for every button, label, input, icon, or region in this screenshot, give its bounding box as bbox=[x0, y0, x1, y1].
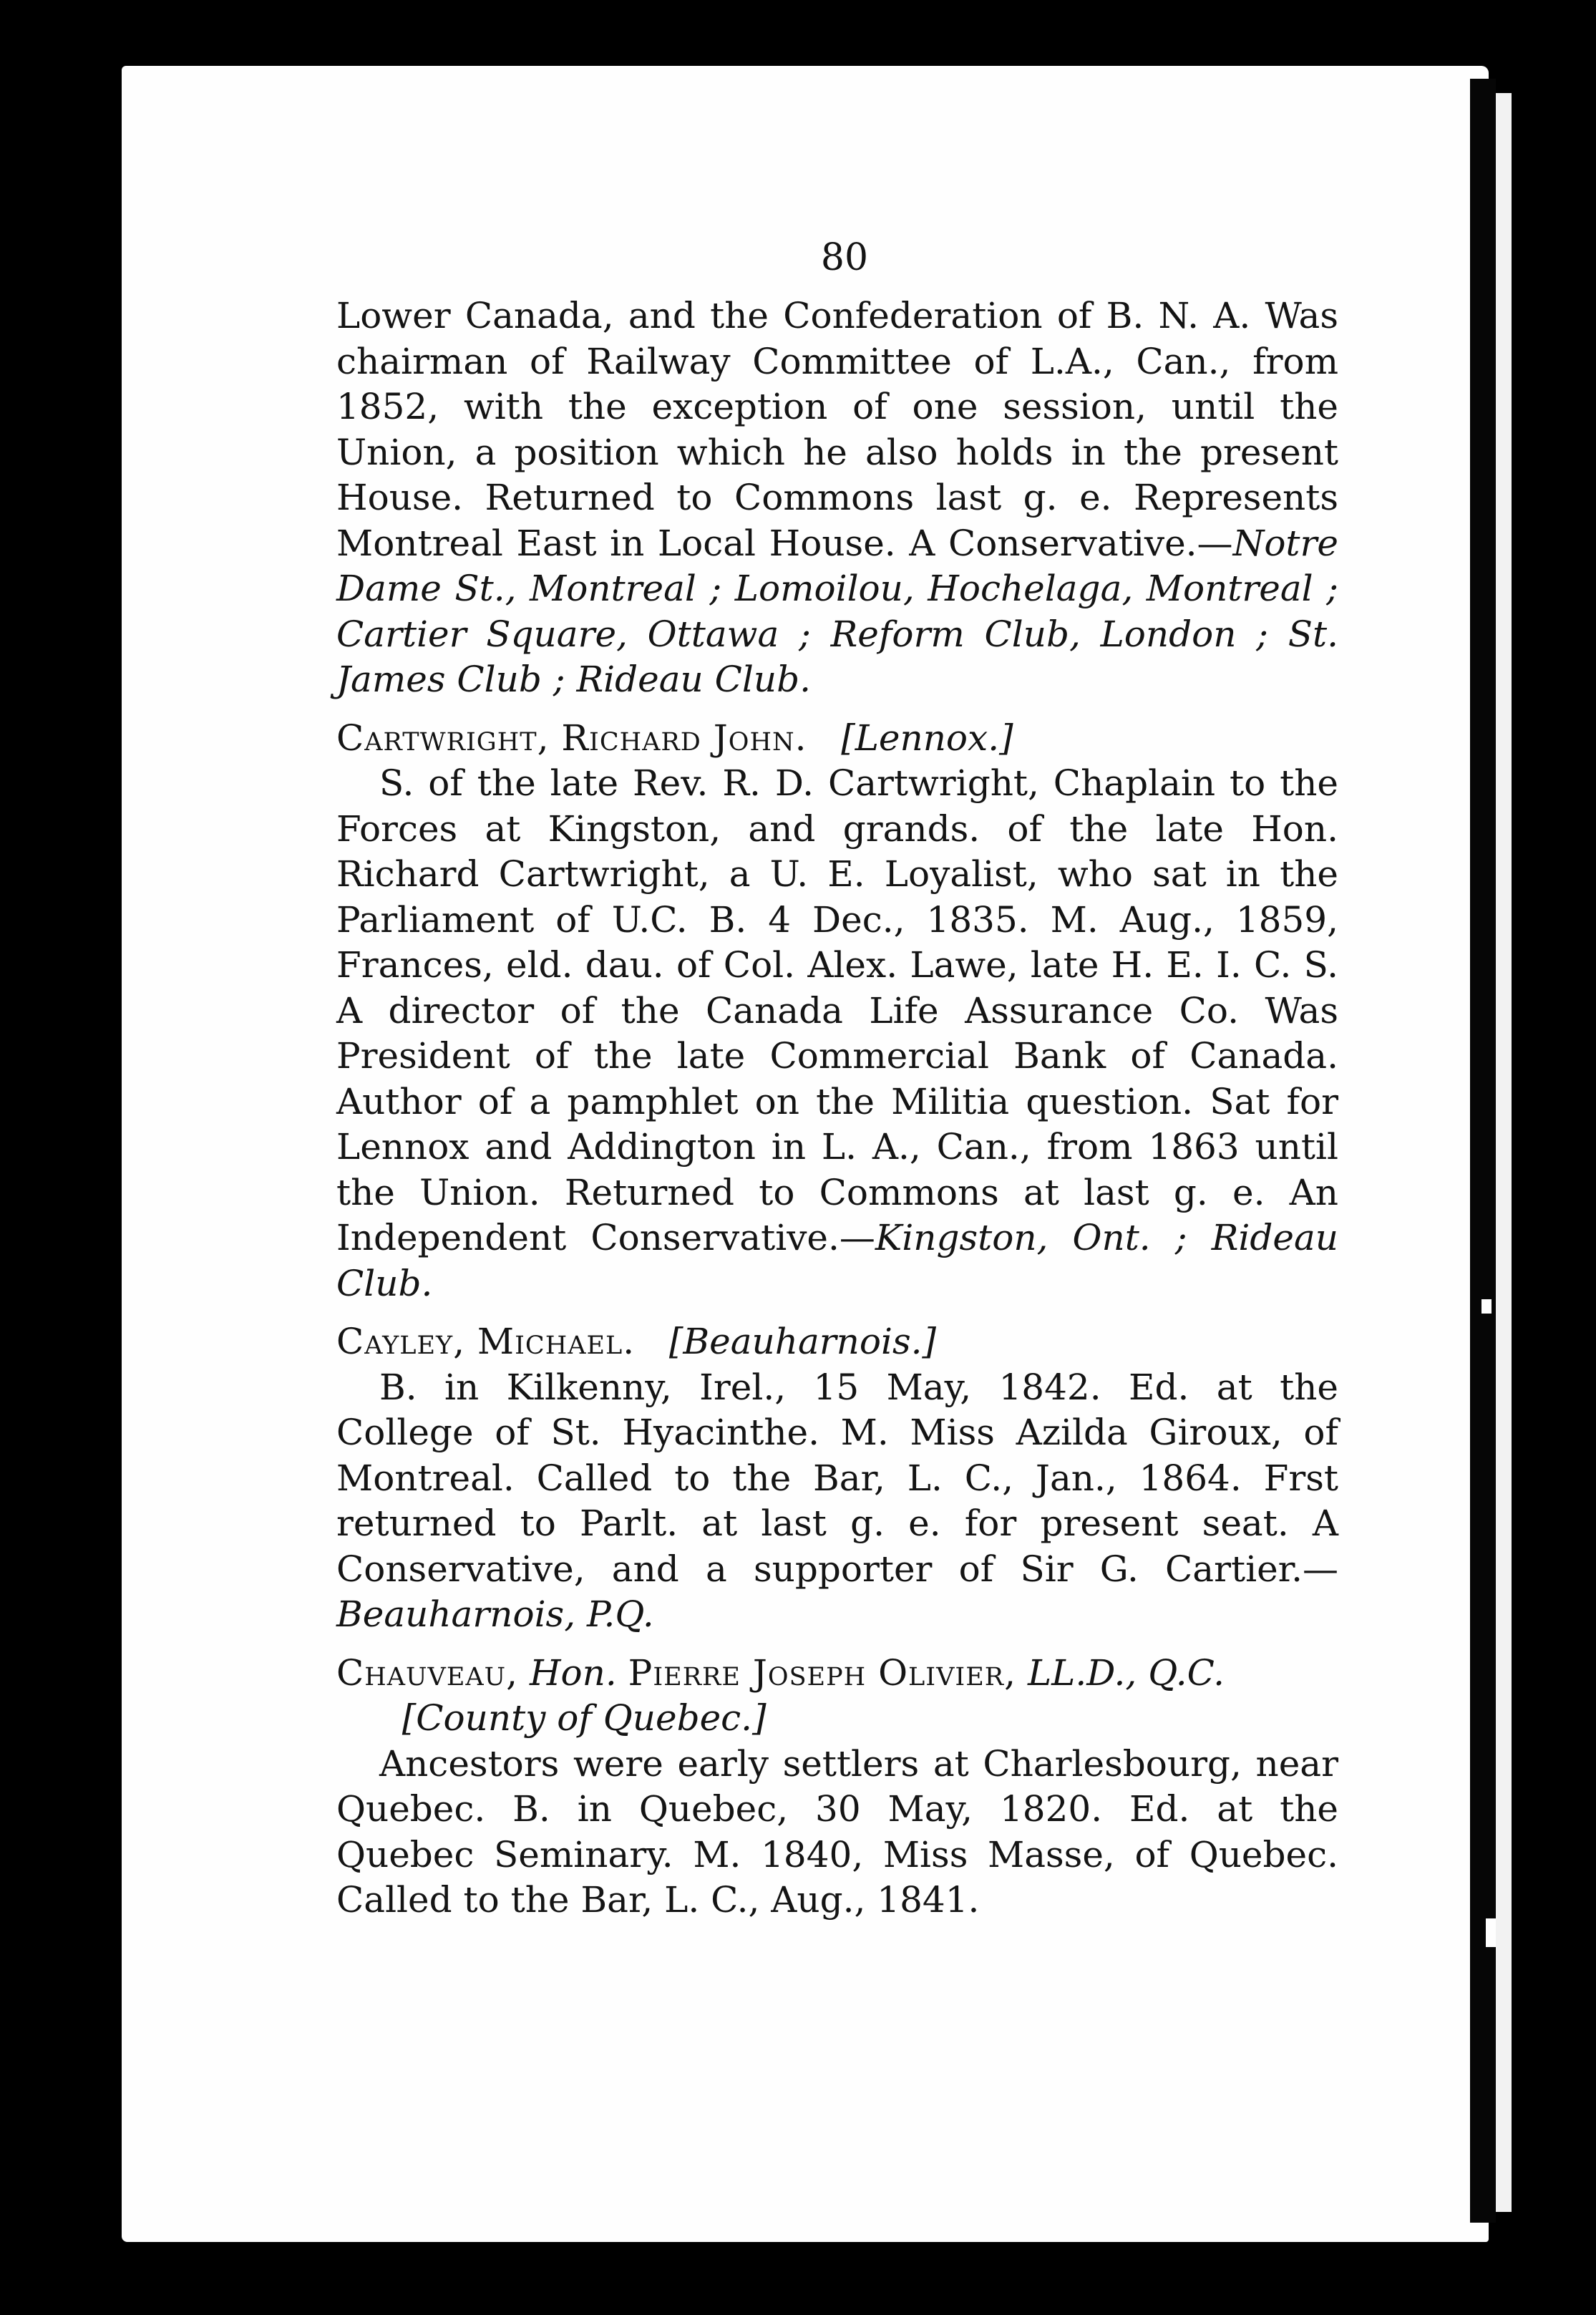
page-gutter-shadow bbox=[1470, 79, 1496, 2223]
entry-heading-cartwright bbox=[336, 716, 1338, 762]
entry-addresses: Beauharnois, P.Q. bbox=[336, 1593, 654, 1635]
entry-text: S. of the late Rev. R. D. Cartwright, Chaplain to the Forces at Kingston, and grands. of the late Hon. Richard Cartwright, a U. E. Loyalist, who sat in the Parliament of U.C. B. 4 Dec., 1835. M. Aug., 1859, Frances, eld. dau. of Col. Alex. Lawe, late H. E. I. C. S. A director of the Canada Life Assurance Co. Was President of the late Commercial Bank of Canada. Author of a pamphlet on the Militia question. Sat for Lennox and Addington in L. A., Can., from 1863 until the Union. Returned to Commons at last g. e. An Independent Conservative.— bbox=[336, 762, 1338, 1258]
entry-constituency: [Beauharnois.] bbox=[668, 1321, 937, 1362]
entry-title: Hon. bbox=[529, 1651, 617, 1694]
entry-text: Ancestors were early settlers at Charlesbourg, near Quebec. B. in Quebec, 30 May, 1820. Ed. at the Quebec Seminary. M. 1840, Miss Masse, of Quebec. Called to the Bar, L. C., Aug., 1841. bbox=[336, 1742, 1338, 1921]
intro-text: Lower Canada, and the Confederation of B. N. A. Was chairman of Railway Committee of L.A., Can., from 1852, with the exception of one session, until the Union, a position which he also holds in the present House. Returned to Commons last g. e. Represents Montreal East in Local House. A Conservative.— bbox=[336, 295, 1338, 564]
next-leaf-edge bbox=[1494, 93, 1512, 2212]
entry-body-cayley bbox=[336, 1365, 1338, 1638]
entry-name: Cartwright, Richard John. bbox=[336, 717, 807, 759]
entry-text: B. in Kilkenny, Irel., 15 May, 1842. Ed. at the College of St. Hyacinthe. M. Miss Azilda Giroux, of Montreal. Called to the Bar, L. C., Jan., 1864. Frst returned to Parlt. at last g. e. for present seat. A Conservative, and a supporter of Sir G. Cartier.— bbox=[336, 1366, 1338, 1590]
entry-name: Cayley, Michael. bbox=[336, 1321, 636, 1362]
intro-addresses: Notre Dame St., Montreal ; Lomoilou, Hochelaga, Montreal ; Cartier Square, Ottawa ; Reform Club, London ; St. James Club ; Rideau Club. bbox=[336, 522, 1338, 700]
entry-constituency: [County of Quebec.] bbox=[402, 1697, 767, 1739]
entry-given-names: Pierre Joseph Olivier, bbox=[628, 1651, 1017, 1694]
entry-name: Chauveau, bbox=[336, 1651, 519, 1694]
entry-degrees: LL.D., Q.C. bbox=[1027, 1651, 1225, 1694]
entry-heading-chauveau bbox=[336, 1651, 1338, 1742]
entry-body-cartwright bbox=[336, 761, 1338, 1306]
page-number: 80 bbox=[820, 236, 869, 279]
page-text bbox=[336, 236, 1338, 1923]
edge-notch bbox=[1486, 1918, 1496, 1947]
entry-addresses: Kingston, Ont. ; Rideau Club. bbox=[336, 1217, 1338, 1304]
entry-body-chauveau bbox=[336, 1742, 1338, 1923]
edge-notch bbox=[1481, 1299, 1492, 1314]
entry-heading-cayley bbox=[336, 1319, 1338, 1365]
intro-paragraph bbox=[336, 293, 1338, 703]
entry-constituency: [Lennox.] bbox=[841, 717, 1013, 759]
